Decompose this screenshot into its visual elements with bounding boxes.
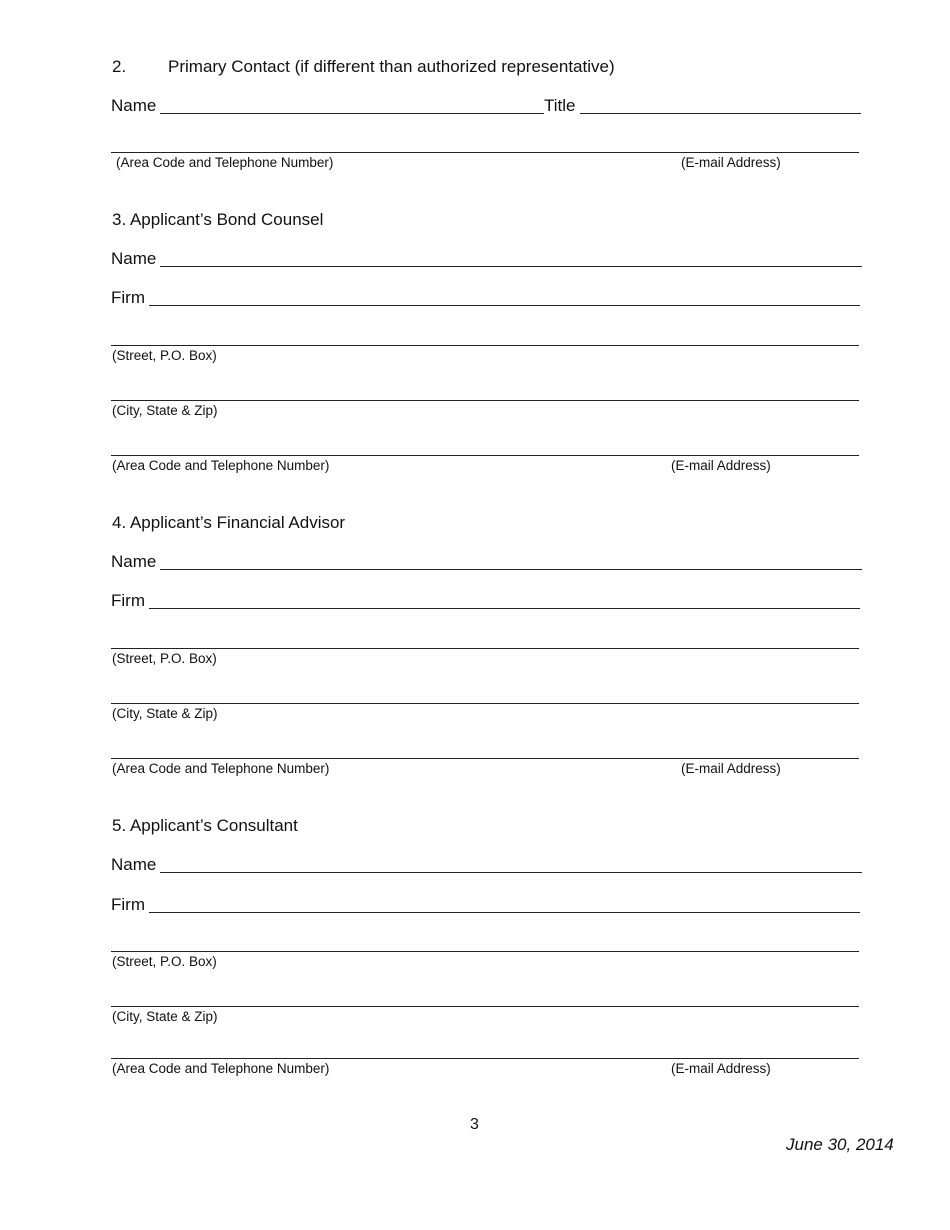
firm-input-line[interactable]: [149, 305, 860, 306]
street-caption: (Street, P.O. Box): [112, 348, 217, 363]
email-caption: (E-mail Address): [681, 155, 781, 170]
phone-email-input-line[interactable]: [111, 455, 859, 456]
email-caption: (E-mail Address): [671, 458, 771, 473]
title-input-line[interactable]: [580, 113, 861, 114]
phone-email-input-line[interactable]: [111, 1058, 859, 1059]
name-label: Name: [111, 552, 157, 571]
title-label: Title: [544, 96, 576, 115]
phone-caption: (Area Code and Telephone Number): [112, 458, 330, 473]
firm-label: Firm: [111, 895, 145, 914]
street-input-line[interactable]: [111, 648, 859, 649]
name-input-line[interactable]: [160, 569, 862, 570]
city-input-line[interactable]: [111, 1006, 859, 1007]
email-caption: (E-mail Address): [671, 1061, 771, 1076]
name-input-line[interactable]: [160, 113, 544, 114]
city-input-line[interactable]: [111, 400, 859, 401]
firm-input-line[interactable]: [149, 912, 860, 913]
section-5-heading: 5. Applicant’s Consultant: [112, 816, 298, 835]
phone-email-input-line[interactable]: [111, 758, 859, 759]
name-input-line[interactable]: [160, 872, 862, 873]
name-label: Name: [111, 855, 157, 874]
firm-label: Firm: [111, 591, 145, 610]
name-label: Name: [111, 96, 157, 115]
phone-caption: (Area Code and Telephone Number): [116, 155, 334, 170]
email-caption: (E-mail Address): [681, 761, 781, 776]
city-input-line[interactable]: [111, 703, 859, 704]
phone-email-input-line[interactable]: [111, 152, 859, 153]
firm-label: Firm: [111, 288, 145, 307]
city-caption: (City, State & Zip): [112, 706, 218, 721]
page-number: 3: [470, 1116, 479, 1133]
firm-input-line[interactable]: [149, 608, 860, 609]
phone-caption: (Area Code and Telephone Number): [112, 761, 330, 776]
street-caption: (Street, P.O. Box): [112, 651, 217, 666]
street-caption: (Street, P.O. Box): [112, 954, 217, 969]
name-label: Name: [111, 249, 157, 268]
section-4-heading: 4. Applicant’s Financial Advisor: [112, 513, 346, 532]
section-2-number: 2.: [112, 57, 127, 76]
street-input-line[interactable]: [111, 345, 859, 346]
phone-caption: (Area Code and Telephone Number): [112, 1061, 330, 1076]
name-input-line[interactable]: [160, 266, 862, 267]
section-3-heading: 3. Applicant’s Bond Counsel: [112, 210, 324, 229]
street-input-line[interactable]: [111, 951, 859, 952]
document-date: June 30, 2014: [786, 1135, 894, 1154]
city-caption: (City, State & Zip): [112, 403, 218, 418]
city-caption: (City, State & Zip): [112, 1009, 218, 1024]
section-2-heading: Primary Contact (if different than authorized representative): [168, 57, 615, 76]
